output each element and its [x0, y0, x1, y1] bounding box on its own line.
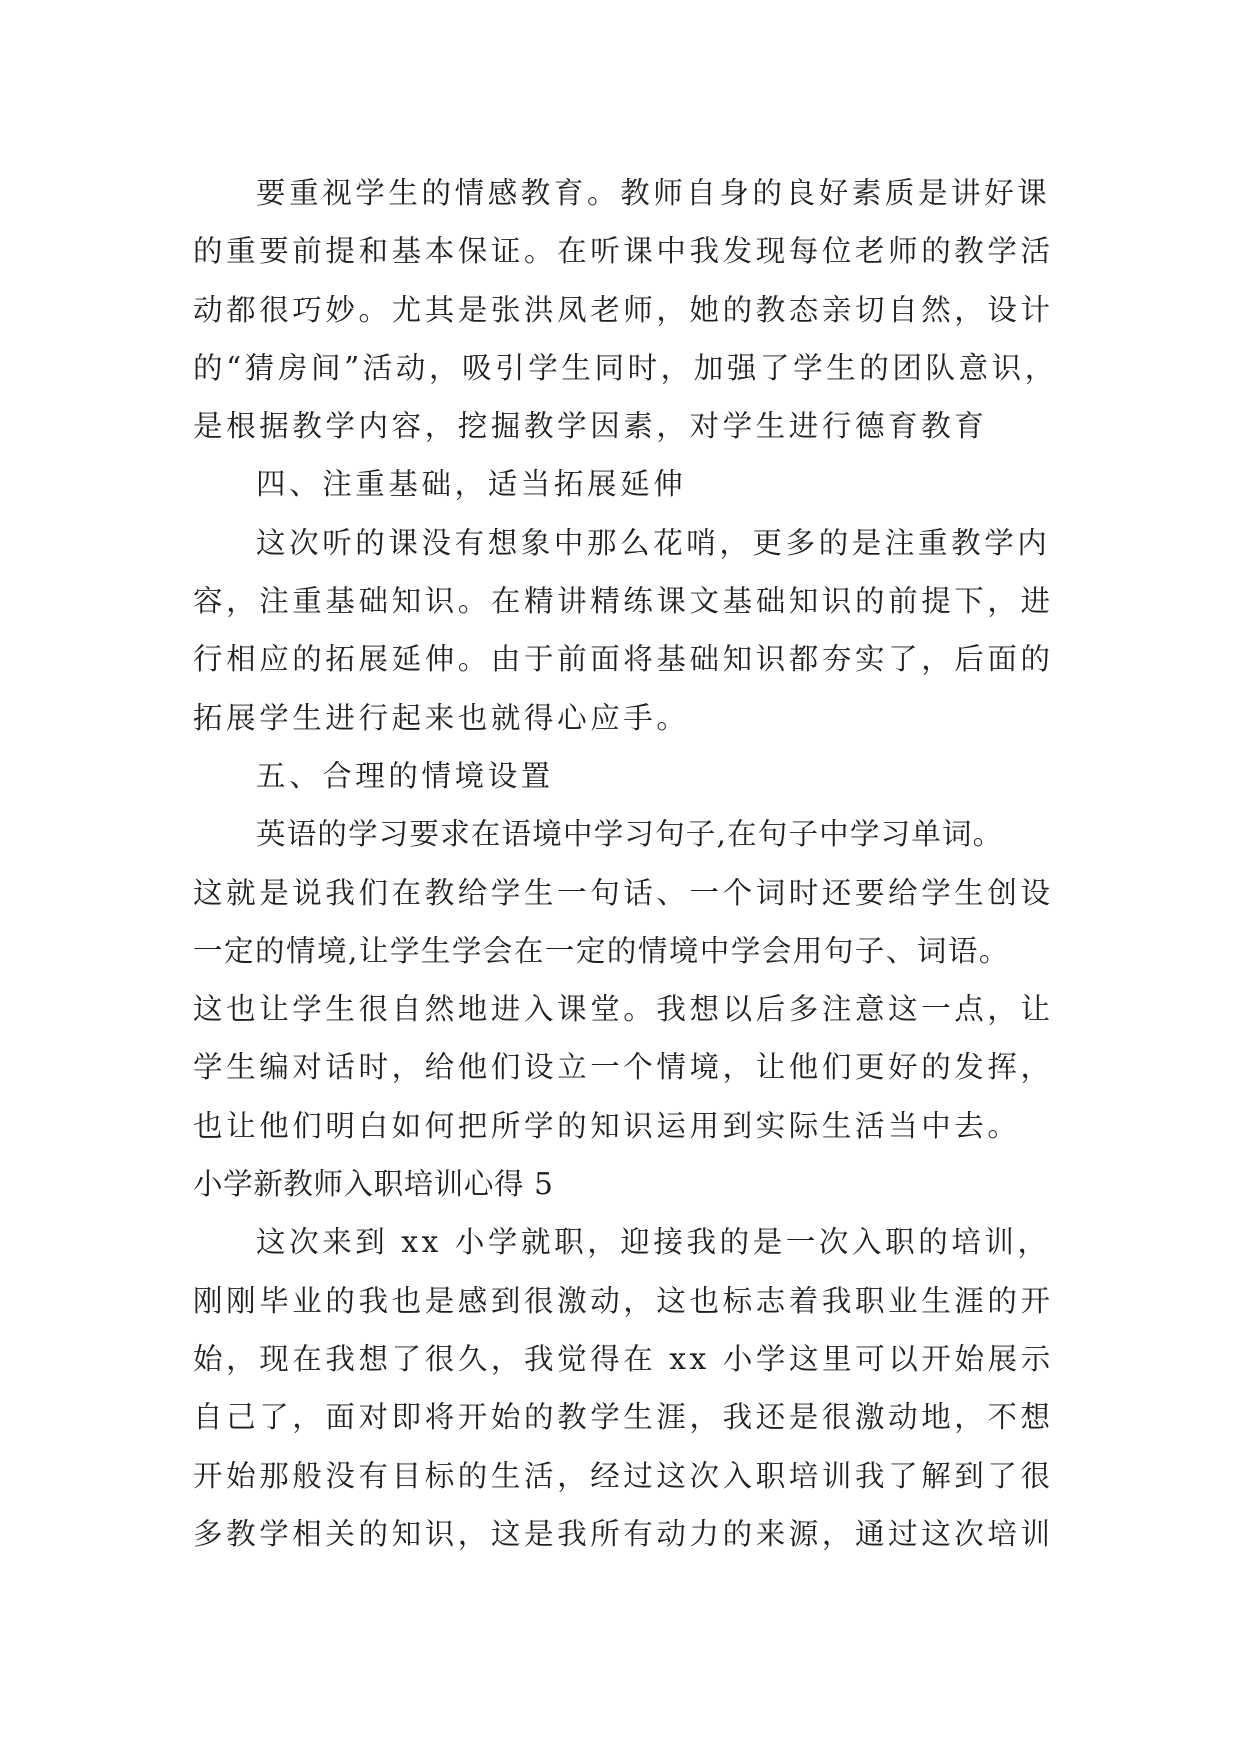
paragraph-line: 自己了，面对即将开始的教学生涯，我还是很激动地，不想: [193, 1400, 1054, 1435]
section-heading: 四、注重基础，适当拓展延伸: [256, 467, 687, 502]
paragraph-line: 多教学相关的知识，这是我所有动力的来源，通过这次培训: [193, 1516, 1054, 1551]
paragraph-line: 这也让学生很自然地进入课堂。我想以后多注意这一点，让: [193, 992, 1054, 1027]
paragraph-line: 拓展学生进行起来也就得心应手。: [193, 700, 690, 735]
paragraph-line: 容，注重基础知识。在精讲精练课文基础知识的前提下，进: [193, 584, 1054, 619]
paragraph-line: 这就是说我们在教给学生一句话、一个词时还要给学生创设: [193, 875, 1054, 910]
paragraph-line: 英语的学习要求在语境中学习句子,在句子中学习单词。: [256, 817, 1004, 852]
paragraph-line: 这次听的课没有想象中那么花哨，更多的是注重教学内: [256, 525, 1051, 560]
paragraph-line: 动都很巧妙。尤其是张洪凤老师，她的教态亲切自然，设计: [193, 292, 1054, 327]
document-body: [193, 164, 1058, 1563]
paragraph-line: 要重视学生的情感教育。教师自身的良好素质是讲好课: [256, 176, 1051, 210]
paragraph-line: 的“猜房间”活动，吸引学生同时，加强了学生的团队意识，: [193, 350, 1058, 385]
paragraph-line: 刚刚毕业的我也是感到很激动，这也标志着我职业生涯的开: [193, 1283, 1054, 1318]
paragraph-line: 始，现在我想了很久，我觉得在 xx 小学这里可以开始展示: [193, 1341, 1054, 1376]
paragraph-line: 行相应的拓展延伸。由于前面将基础知识都夯实了，后面的: [193, 642, 1054, 677]
paragraph-line: 一定的情境,让学生学会在一定的情境中学会用句子、词语。: [193, 933, 1010, 968]
paragraph-line: 这次来到 xx 小学就职，迎接我的是一次入职的培训，: [256, 1225, 1051, 1260]
paragraph-line: 也让他们明白如何把所学的知识运用到实际生活当中去。: [193, 1108, 1021, 1143]
paragraph-line: 开始那般没有目标的生活，经过这次入职培训我了解到了很: [193, 1458, 1054, 1493]
section-heading: 五、合理的情境设置: [256, 758, 554, 793]
paragraph-line: 是根据教学内容，挖掘教学因素，对学生进行德育教育: [193, 409, 988, 444]
paragraph-line: 学生编对话时，给他们设立一个情境，让他们更好的发挥，: [193, 1050, 1054, 1085]
paragraph-line: 的重要前提和基本保证。在听课中我发现每位老师的教学活: [193, 234, 1054, 269]
article-title: 小学新教师入职培训心得 5: [193, 1167, 554, 1202]
